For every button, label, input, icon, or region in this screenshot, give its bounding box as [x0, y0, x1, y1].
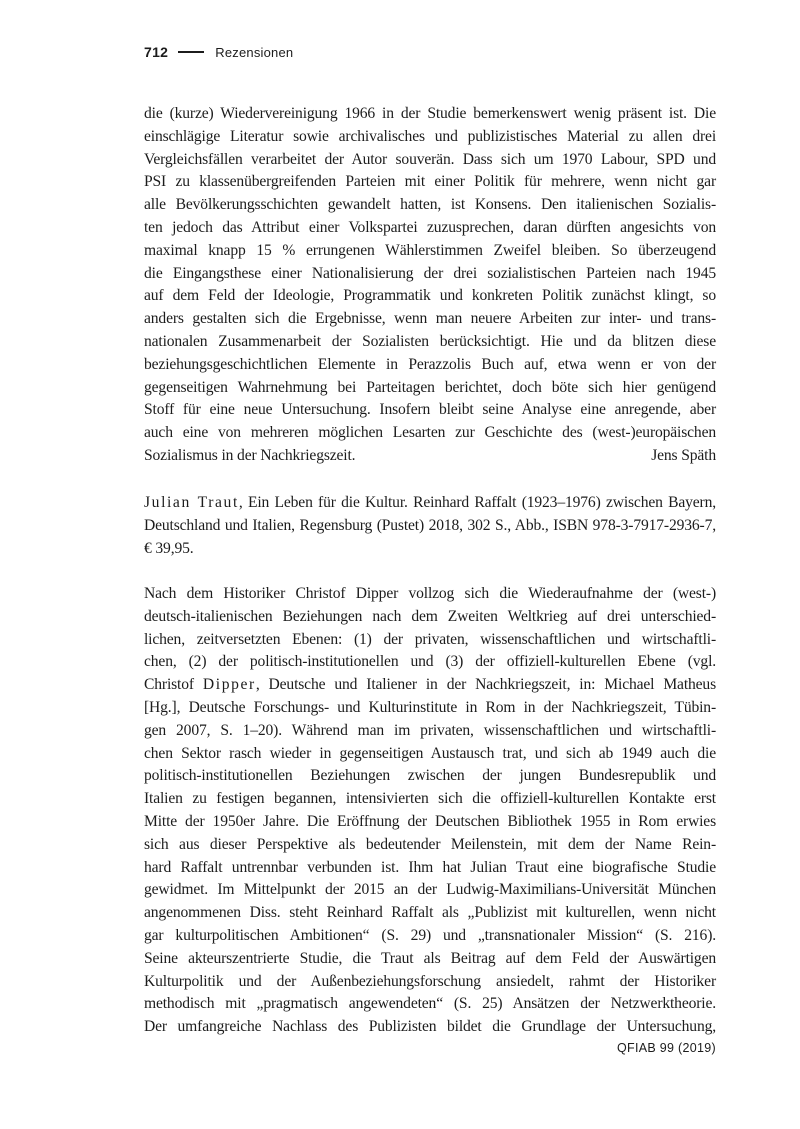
text-line [144, 674, 716, 697]
text-line: die Eingangsthese einer Nationalisierung der drei sozialistischen Parteien nach 1945 [144, 264, 716, 282]
text-line: Mitte der 1950er Jahre. Die Eröffnung der Deutschen Bibliothek 1955 in Rom erwies [144, 812, 716, 830]
text-line: Italien zu festigen begannen, intensivierten sich die offiziell-kulturellen Kontakte erst [144, 790, 716, 808]
text-line: politisch-institutionellen Beziehungen zwischen der jungen Bundesrepublik und [144, 767, 716, 785]
text-line: die (kurze) Wiedervereinigung 1966 in der Studie bemerkenswert wenig präsent ist. Die [144, 105, 716, 122]
text-fragment: , Deutsche und Italiener in der Nachkriegszeit, in: Michael Matheus [255, 676, 716, 694]
text-line: Der umfangreiche Nachlass des Publizisten bildet die Grundlage der Untersuchung, [144, 1018, 716, 1036]
page-number: 712 [144, 44, 169, 60]
text-line: nationalen Zusammenarbeit der Sozialisten berücksichtigt. Hie und da blitzen diese [144, 332, 716, 350]
text-line: gewidmet. Im Mittelpunkt der 2015 an der Ludwig-Maximilians-Universität München [144, 881, 716, 899]
text-line: Stoff für eine neue Untersuchung. Insofern bleibt seine Analyse eine anregende, aber [144, 401, 716, 419]
reviewer-signature: Jens Späth [651, 446, 716, 464]
text-line: gen 2007, S. 1–20). Während man im privaten, wissenschaftlichen und wirtschaftli- [144, 721, 716, 739]
text-line: anders gestalten sich die Ergebnisse, wenn man neuere Arbeiten zur inter- und trans- [144, 310, 716, 328]
text-line: Vergleichsfällen verarbeitet der Autor souverän. Dass sich um 1970 Labour, SPD und [144, 150, 716, 168]
review-body [144, 583, 716, 1039]
text-line: hard Raffalt untrennbar verbunden ist. Ihm hat Julian Traut eine biografische Studie [144, 858, 716, 876]
citation-price: € 39,95. [144, 539, 194, 557]
citation-author: Julian Traut [144, 494, 239, 511]
text-line: lichen, zeitversetzten Ebenen: (1) der privaten, wissenschaftlichen und wirtschaftli- [144, 630, 716, 648]
text-line: Kulturpolitik und der Außenbeziehungsforschung ansiedelt, rahmt der Historiker [144, 972, 716, 990]
text-fragment: Christof [144, 676, 203, 694]
running-header [144, 44, 293, 60]
closing-line [144, 445, 716, 468]
text-line: einschlägige Literatur sowie archivalisches und publizistisches Material zu allen drei [144, 127, 716, 145]
text-line: [Hg.], Deutsche Forschungs- und Kulturinstitute in Rom in der Nachkriegszeit, Tübin- [144, 698, 716, 716]
review-continuation [144, 103, 716, 468]
citation-line: Deutschland und Italien, Regensburg (Pustet) 2018, 302 S., Abb., ISBN 978-3-7917-2936-7, [144, 516, 716, 534]
text-line: Nach dem Historiker Christof Dipper vollzog sich die Wiederaufnahme der (west-) [144, 585, 716, 602]
section-title: Rezensionen [215, 44, 294, 60]
text-line: methodisch mit „pragmatisch angewendeten“ (S. 25) Ansätzen der Netzwerktheorie. [144, 995, 716, 1013]
text-line: gar kulturpolitischen Ambitionen“ (S. 29) und „transnationaler Mission“ (S. 216). [144, 926, 716, 944]
text-line: ten jedoch das Attribut einer Volkspartei zuzusprechen, daran dürften angesichts von [144, 218, 716, 236]
text-line: alle Bevölkerungsschichten gewandelt hatten, ist Konsens. Den italienischen Sozialis- [144, 196, 716, 214]
text-line: Seine akteurszentrierte Studie, die Traut als Beitrag auf dem Feld der Auswärtigen [144, 949, 716, 967]
journal-footer: QFIAB 99 (2019) [617, 1041, 716, 1055]
citation-title: , Ein Leben für die Kultur. Reinhard Raffalt (1923–1976) zwischen Bayern, [238, 494, 716, 511]
cited-author-name: Dipper [202, 676, 256, 694]
text-line: chen, (2) der politisch-institutionellen und (3) der offiziell-kulturellen Ebene (vgl. [144, 653, 716, 671]
text-line: gegenseitigen Wahrnehmung bei Parteitagen berichtet, doch böte sich hier genügend [144, 378, 716, 396]
text-line: auf dem Feld der Ideologie, Programmatik und konkreten Politik zunächst klingt, so [144, 287, 716, 305]
text-line: sich aus dieser Perspektive als bedeutender Meilenstein, mit dem der Name Rein- [144, 835, 716, 853]
text-line: maximal knapp 15 % errungenen Wählerstimmen Zweifel bleiben. So überzeugend [144, 241, 716, 259]
text-line: beziehungsgeschichtlichen Elemente in Perazzolis Buch auf, etwa wenn er von der [144, 355, 716, 373]
text-line: deutsch-italienischen Beziehungen nach dem Zweiten Weltkrieg auf drei unterschied- [144, 607, 716, 625]
closing-text: Sozialismus in der Nachkriegszeit. [144, 446, 356, 464]
text-line: angenommenen Diss. steht Reinhard Raffalt als „Publizist mit kulturellen, wenn nicht [144, 904, 716, 922]
book-citation [144, 492, 716, 560]
text-line: chen Sektor rasch wieder in gegenseitigen Austausch trat, und sich ab 1949 auch die [144, 744, 716, 762]
text-line: PSI zu klassenübergreifenden Parteien mit einer Politik für mehrere, wenn nicht gar [144, 173, 716, 191]
citation-line [144, 492, 716, 515]
text-line: auch eine von mehreren möglichen Lesarten zur Geschichte des (west-)europäischen [144, 424, 716, 442]
header-rule [178, 51, 204, 54]
